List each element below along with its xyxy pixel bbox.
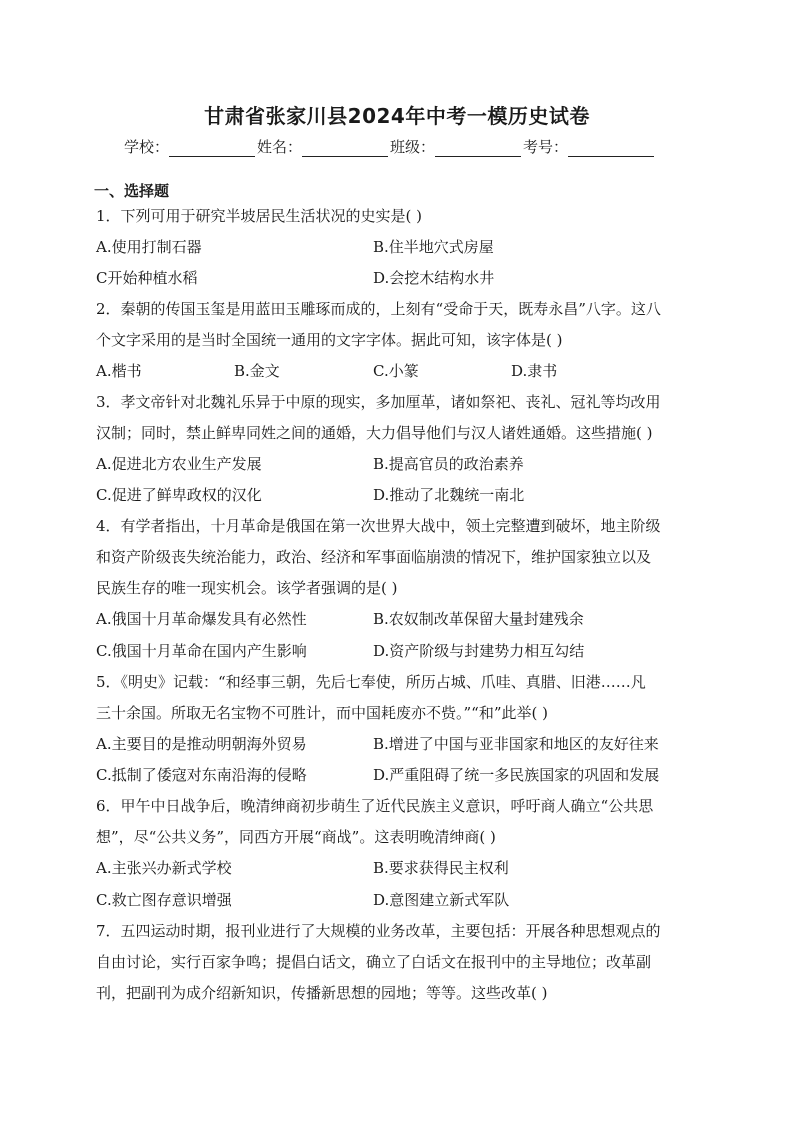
question-3-option-d[interactable]: D.推动了北魏统一南北 [373, 486, 525, 504]
question-6-option-a[interactable]: A.主张兴办新式学校 [96, 859, 232, 877]
exam-title: 甘肃省张家川县2024年中考一模历史试卷 [204, 104, 590, 128]
school-blank[interactable] [169, 140, 255, 157]
class-label: 班级： [390, 138, 436, 156]
question-2-option-a[interactable]: A.楷书 [96, 362, 142, 380]
question-3-option-a[interactable]: A.促进北方农业生产发展 [96, 455, 262, 473]
question-1-option-b[interactable]: B.住半地穴式房屋 [373, 238, 494, 256]
question-2-option-b[interactable]: B.金文 [234, 362, 280, 380]
school-label: 学校： [124, 138, 170, 156]
question-3-option-c[interactable]: C.促进了鲜卑政权的汉化 [96, 486, 262, 504]
question-7-line: 7．五四运动时期，报刊业进行了大规模的业务改革，主要包括：开展各种思想观点的 [96, 922, 661, 940]
question-2-line: 2．秦朝的传国玉玺是用蓝田玉雕琢而成的，上刻有“受命于天，既寿永昌”八字。这八 [96, 300, 661, 318]
question-2-option-c[interactable]: C.小篆 [373, 362, 419, 380]
question-5-line: 三十余国。所取无名宝物不可胜计，而中国耗废亦不赀。”“和”此举( ) [96, 704, 548, 722]
question-7-line: 刊，把副刊为成介绍新知识，传播新思想的园地；等等。这些改革( ) [96, 984, 548, 1002]
name-label: 姓名： [257, 138, 303, 156]
question-3-line: 汉制；同时，禁止鲜卑同姓之间的通婚，大力倡导他们与汉人诸姓通婚。这些措施( ) [96, 424, 653, 442]
student-info-row [124, 136, 656, 157]
question-6-line: 6．甲午中日战争后，晚清绅商初步萌生了近代民族主义意识，呼吁商人确立“公共思 [96, 797, 654, 815]
question-5-option-a[interactable]: A.主要目的是推动明朝海外贸易 [96, 735, 307, 753]
question-6-option-b[interactable]: B.要求获得民主权利 [373, 859, 509, 877]
question-6-line: 想”，尽“公共义务”，同西方开展“商战”。这表明晚清绅商( ) [96, 828, 496, 846]
question-1-option-c[interactable]: C开始种植水稻 [96, 269, 198, 287]
question-6-option-c[interactable]: C.救亡图存意识增强 [96, 891, 232, 909]
question-1-option-a[interactable]: A.使用打制石器 [96, 238, 202, 256]
question-3-line: 3．孝文帝针对北魏礼乐异于中原的现实，多加厘革，诸如祭祀、丧礼、冠礼等均改用 [96, 393, 661, 411]
number-label: 考号： [523, 138, 569, 156]
question-4-line: 4．有学者指出，十月革命是俄国在第一次世界大战中，领土完整遭到破坏，地主阶级 [96, 517, 661, 535]
question-4-option-a[interactable]: A.俄国十月革命爆发具有必然性 [96, 610, 307, 628]
question-1-line: 1．下列可用于研究半坡居民生活状况的史实是( ) [96, 207, 423, 225]
question-5-line: 5．《明史》记载：“和经事三朝，先后七奉使，所历占城、爪哇、真腊、旧港……凡 [96, 673, 646, 691]
question-2-option-d[interactable]: D.隶书 [511, 362, 558, 380]
question-7-line: 自由讨论，实行百家争鸣；提倡白话文，确立了白话文在报刊中的主导地位；改革副 [96, 953, 652, 971]
question-5-option-d[interactable]: D.严重阻碍了统一多民族国家的巩固和发展 [373, 766, 660, 784]
question-6-option-d[interactable]: D.意图建立新式军队 [373, 891, 510, 909]
question-4-line: 和资产阶级丧失统治能力，政治、经济和军事面临崩溃的情况下，维护国家独立以及 [96, 548, 652, 566]
question-5-option-c[interactable]: C.抵制了倭寇对东南沿海的侵略 [96, 766, 307, 784]
question-5-option-b[interactable]: B.增进了中国与亚非国家和地区的友好往来 [373, 735, 659, 753]
section-heading: 一、选择题 [94, 182, 170, 200]
question-4-option-c[interactable]: C.俄国十月革命在国内产生影响 [96, 642, 307, 660]
question-1-option-d[interactable]: D.会挖木结构水井 [373, 269, 495, 287]
question-4-option-b[interactable]: B.农奴制改革保留大量封建残余 [373, 610, 584, 628]
question-4-option-d[interactable]: D.资产阶级与封建势力相互勾结 [373, 642, 585, 660]
class-blank[interactable] [435, 140, 521, 157]
question-2-line: 个文字采用的是当时全国统一通用的文字字体。据此可知，该字体是( ) [96, 331, 563, 349]
question-4-line: 民族生存的唯一现实机会。该学者强调的是( ) [96, 579, 398, 597]
question-3-option-b[interactable]: B.提高官员的政治素养 [373, 455, 524, 473]
name-blank[interactable] [302, 140, 388, 157]
number-blank[interactable] [568, 140, 654, 157]
